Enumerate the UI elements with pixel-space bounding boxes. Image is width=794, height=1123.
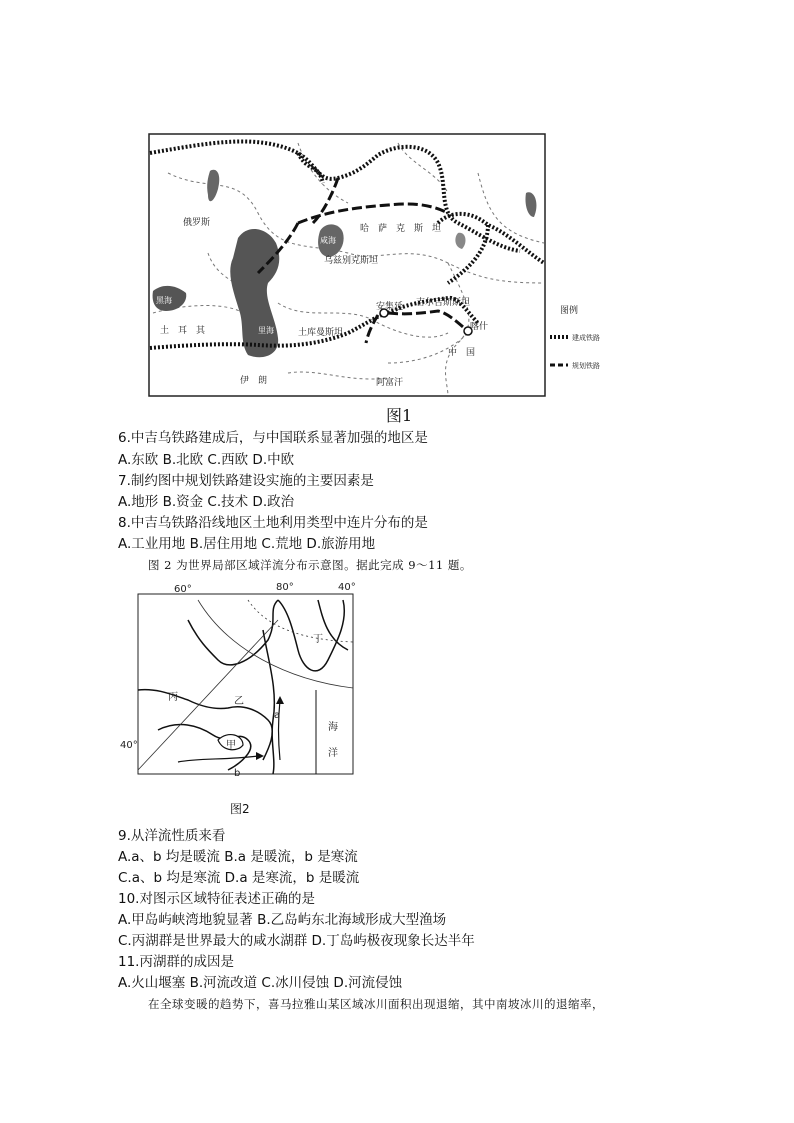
label-lon60: 60° xyxy=(174,584,192,595)
label-yi: 乙 xyxy=(234,696,244,707)
q10-options-2: C.丙湖群是世界最大的咸水湖群 D.丁岛屿极夜现象长达半年 xyxy=(118,933,475,949)
label-afghanistan: 阿富汗 xyxy=(376,378,404,388)
q11-options: A.火山堰塞 B.河流改道 C.冰川侵蚀 D.河流侵蚀 xyxy=(118,975,403,991)
q8-stem: 8.中吉乌铁路沿线地区土地利用类型中连片分布的是 xyxy=(118,515,428,531)
figure1-legend xyxy=(550,304,600,370)
figure2-map xyxy=(118,580,358,780)
label-russia: 俄罗斯 xyxy=(183,218,211,228)
q8-options: A.工业用地 B.居住用地 C.荒地 D.旅游用地 xyxy=(118,536,376,552)
label-bing: 丙 xyxy=(168,692,178,703)
label-caspian-sea: 里海 xyxy=(258,326,274,335)
legend-title: 图例 xyxy=(560,306,579,316)
label-jia: 甲 xyxy=(226,740,236,751)
label-kashi: 喀什 xyxy=(470,322,489,332)
q7-options: A.地形 B.资金 C.技术 D.政治 xyxy=(118,494,295,510)
label-hai: 海 xyxy=(328,722,338,733)
label-turkey: 土 耳 其 xyxy=(160,326,206,336)
figure1-map xyxy=(148,133,606,398)
label-current-b: b xyxy=(234,768,241,779)
q9-options-1: A.a、b 均是暖流 B.a 是暖流，b 是寒流 xyxy=(118,849,358,865)
legend-built: 建成铁路 xyxy=(572,334,600,342)
label-turkmenistan: 土库曼斯坦 xyxy=(298,328,344,338)
label-lon80: 80° xyxy=(276,582,294,593)
figure1-caption: 图1 xyxy=(386,406,413,425)
label-uzbekistan: 乌兹别克斯坦 xyxy=(324,256,379,266)
label-iran: 伊 朗 xyxy=(240,376,268,386)
label-current-a: a xyxy=(274,710,281,721)
figure2-caption: 图2 xyxy=(230,802,250,816)
q10-stem: 10.对图示区域特征表述正确的是 xyxy=(118,891,315,907)
q9-options-2: C.a、b 均是寒流 D.a 是寒流，b 是暖流 xyxy=(118,870,360,886)
label-ding: 丁 xyxy=(313,634,323,645)
label-andijan: 安集延 xyxy=(376,302,404,312)
label-china: 中 国 xyxy=(448,348,476,358)
label-lat40: 40° xyxy=(120,740,138,751)
label-kyrgyzstan: 吉尔吉斯斯坦 xyxy=(416,298,471,308)
q7-stem: 7.制约图中规划铁路建设实施的主要因素是 xyxy=(118,473,374,489)
q9-stem: 9.从洋流性质来看 xyxy=(118,828,226,844)
legend-planned: 规划铁路 xyxy=(572,362,600,370)
q6-options: A.东欧 B.北欧 C.西欧 D.中欧 xyxy=(118,452,295,468)
intro-next: 在全球变暖的趋势下，喜马拉雅山某区域冰川面积出现退缩，其中南坡冰川的退缩率， xyxy=(148,997,604,1011)
q6-stem: 6.中吉乌铁路建成后，与中国联系显著加强的地区是 xyxy=(118,430,428,446)
label-aral-sea: 咸海 xyxy=(320,236,336,245)
q11-stem: 11.丙湖群的成因是 xyxy=(118,954,234,970)
label-yang: 洋 xyxy=(328,748,338,759)
intro-figure2: 图 2 为世界局部区域洋流分布示意图。据此完成 9～11 题。 xyxy=(148,558,472,572)
label-black-sea: 黑海 xyxy=(156,296,172,305)
q10-options-1: A.甲岛屿峡湾地貌显著 B.乙岛屿东北海域形成大型渔场 xyxy=(118,912,447,928)
label-lon40: 40° xyxy=(338,582,356,593)
label-kazakhstan: 哈 萨 克 斯 坦 xyxy=(360,224,442,234)
